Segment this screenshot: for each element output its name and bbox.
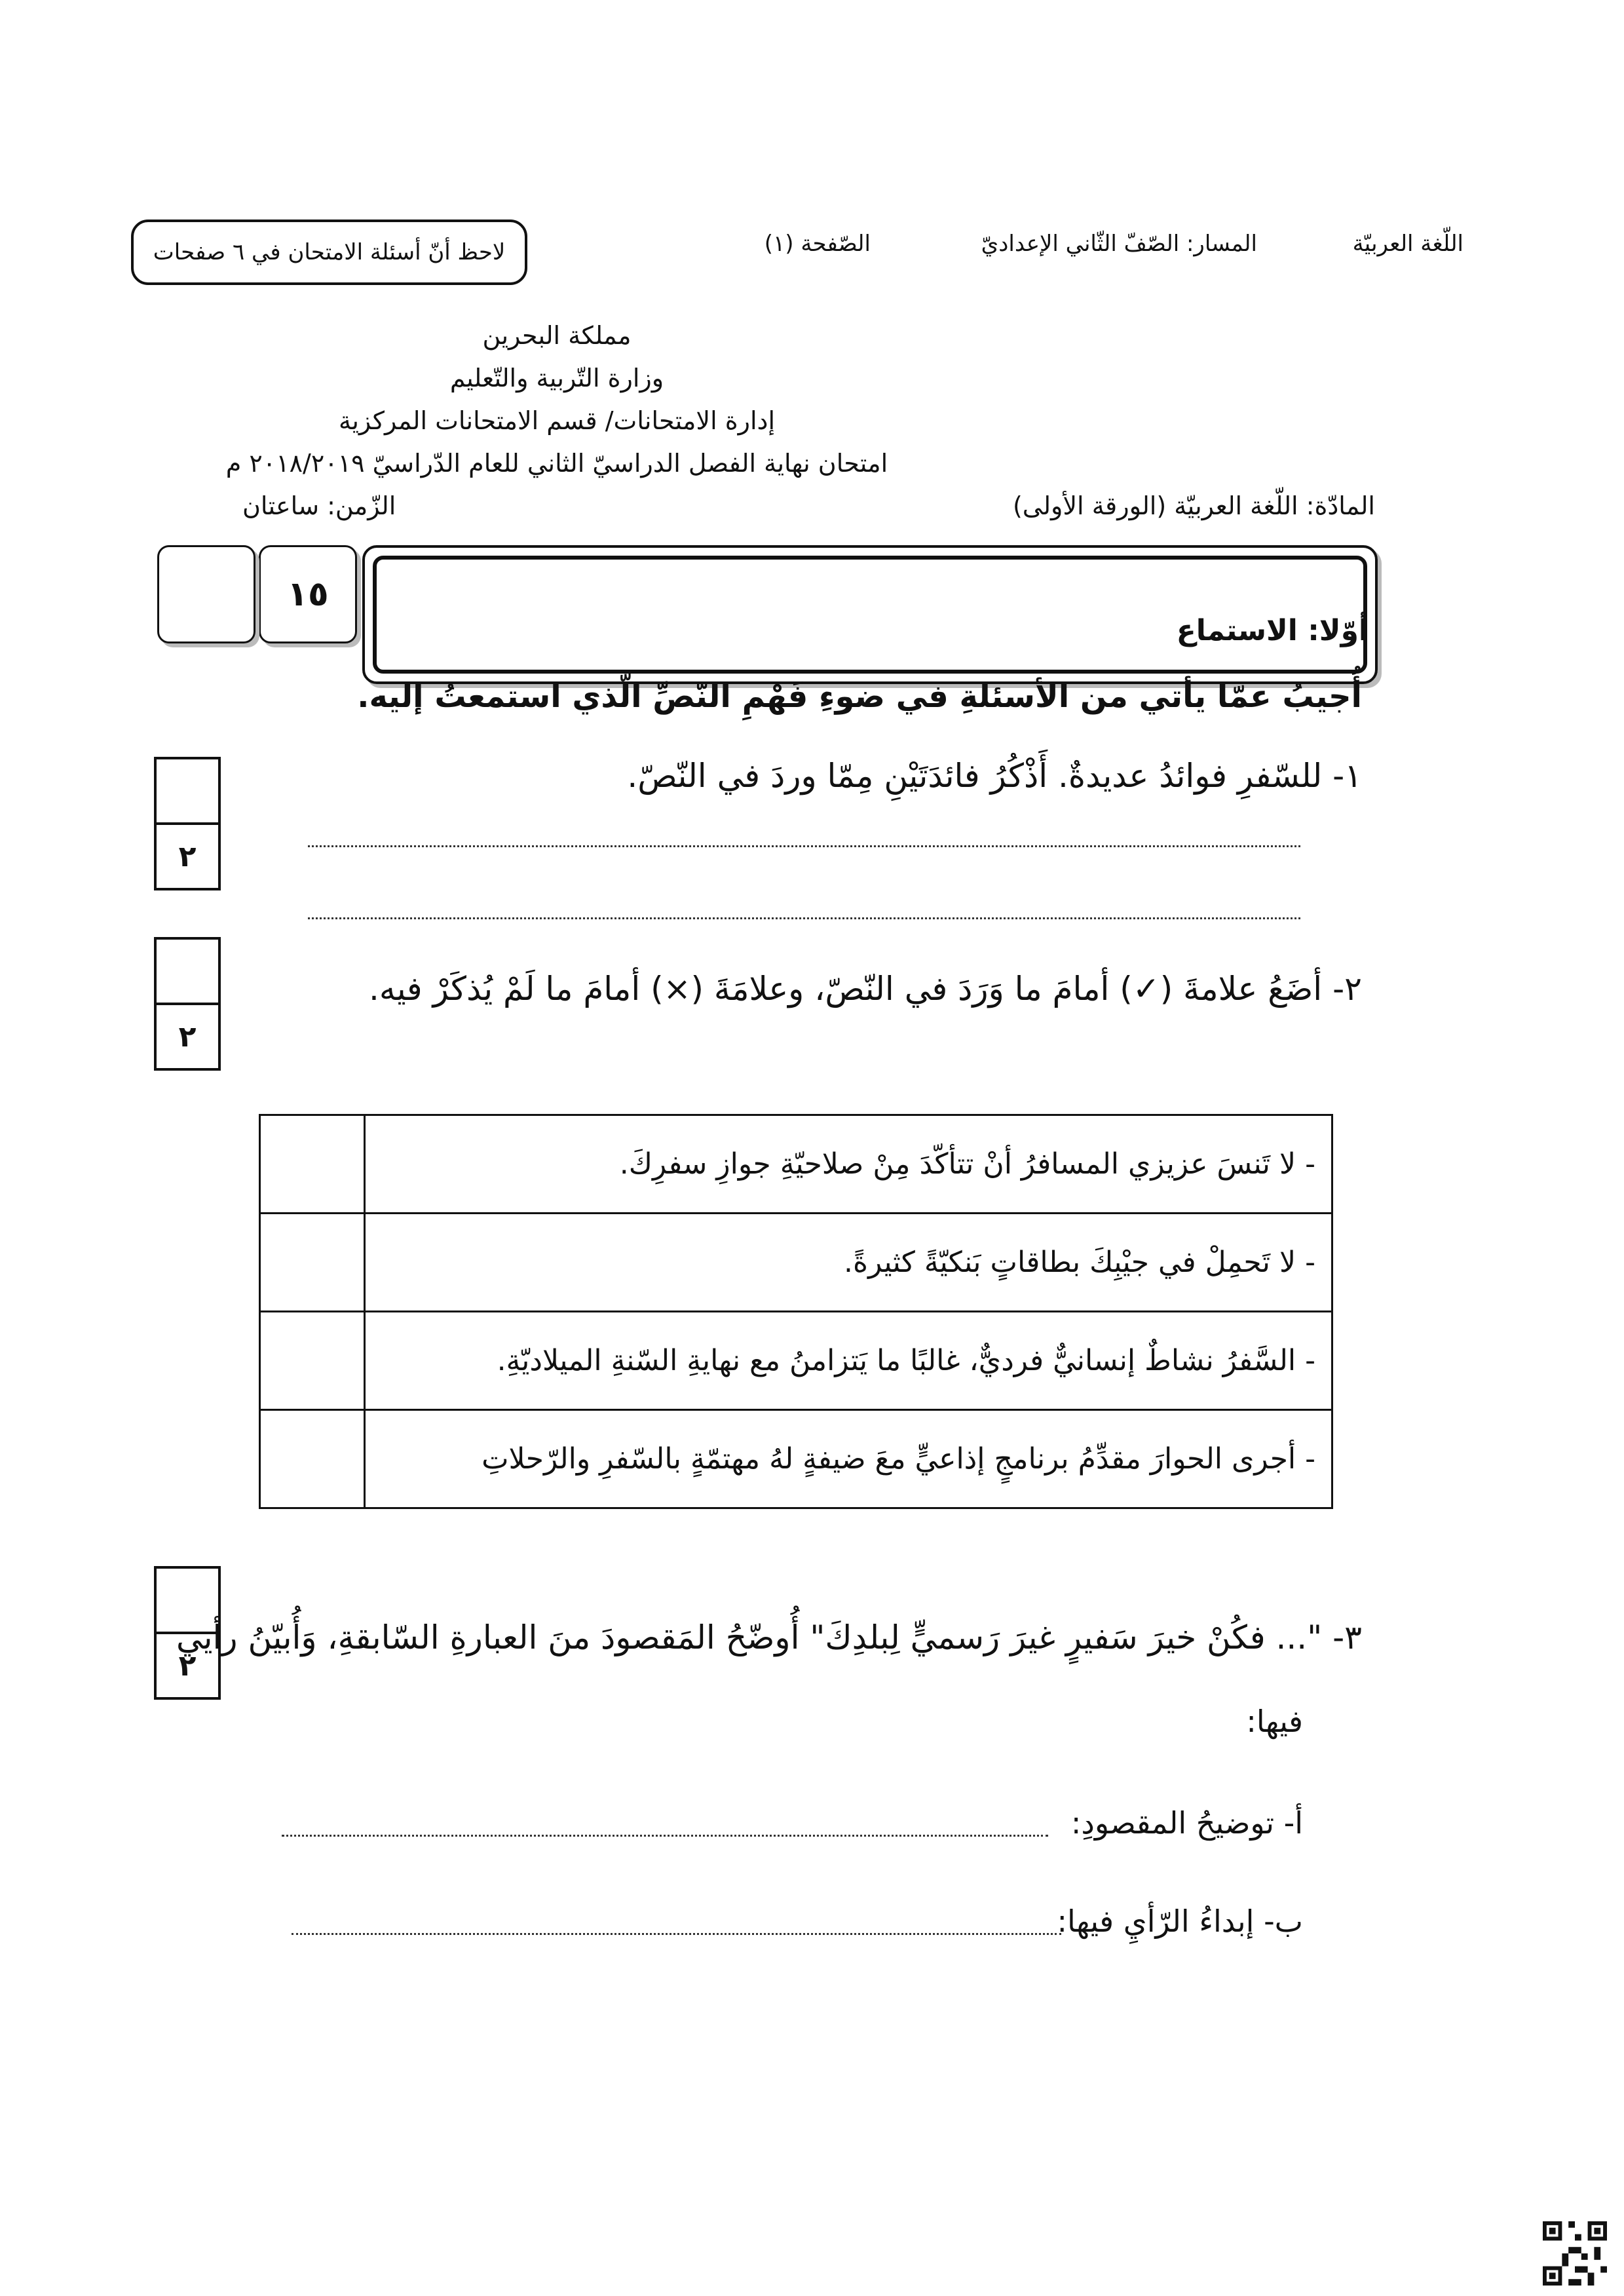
statement-text: - لا تَنسَ عزيزي المسافرُ أنْ تتأكّدَ مِنْ صلاحيّةِ جوازِ سفرِكَ.: [365, 1115, 1332, 1214]
answer-cell[interactable]: [260, 1115, 365, 1214]
part-b-label: ب- إبداءُ الرّأيِ فيها:: [1057, 1904, 1303, 1939]
question-2-mark: ٢: [178, 1020, 197, 1054]
statement-text: - لا تَحمِلْ في جيْبِكَ بطاقاتٍ بَنكيّةً كثيرةً.: [365, 1214, 1332, 1312]
country-title: مملكة البحرين: [482, 321, 632, 350]
section-title: أوّلا: الاستماع: [1176, 614, 1369, 647]
table-row: [260, 1410, 1332, 1508]
question-3-mark: ٢: [178, 1649, 197, 1683]
question-1-mark: ٢: [178, 839, 197, 873]
part-a-label: أ- توضيحُ المقصودِ:: [1070, 1805, 1303, 1841]
department-title: إدارة الامتحانات/ قسم الامتحانات المركزية: [338, 406, 776, 435]
answer-cell[interactable]: [260, 1214, 365, 1312]
time-line: الزّمن: ساعتان: [242, 491, 396, 520]
section-total-score: ١٥: [259, 545, 357, 643]
exam-title: امتحان نهاية الفصل الدراسيّ الثاني للعام الدّراسيّ ٢٠١٨/٢٠١٩ م: [225, 449, 888, 478]
question-2-mark-box: [154, 937, 221, 1071]
header-page-number: الصّفحة (١): [764, 231, 871, 257]
question-2: ٢- أضَعُ علامةَ (✓) أمامَ ما وَرَدَ في النّصّ، وعلامَةَ (×) أمامَ ما لَمْ يُذكَرْ فيه.: [369, 970, 1362, 1008]
notice-box: [131, 220, 527, 285]
answer-line[interactable]: [282, 1835, 1048, 1837]
answer-line[interactable]: [308, 845, 1300, 847]
qr-code-icon: [1543, 2221, 1607, 2286]
answer-line[interactable]: [292, 1933, 1061, 1935]
true-false-table: [259, 1114, 1333, 1509]
subject-line: المادّة: اللّغة العربيّة (الورقة الأولى): [1012, 491, 1375, 520]
question-1-mark-box: [154, 757, 221, 890]
question-3-continued: فيها:: [1246, 1704, 1303, 1739]
question-1: ١- للسّفرِ فوائدُ عديدةٌ. أَذْكُرُ فائدَتَيْنِ مِمّا وردَ في النّصّ.: [627, 757, 1362, 795]
answer-cell[interactable]: [260, 1312, 365, 1410]
table-row: [260, 1312, 1332, 1410]
table-row: [260, 1115, 1332, 1214]
statement-text: - أجرى الحوارَ مقدِّمُ برنامجٍ إذاعيٍّ معَ ضيفةٍ لهُ مهتمّةٍ بالسّفرِ والرّحلاتِ: [365, 1410, 1332, 1508]
answer-cell[interactable]: [260, 1410, 365, 1508]
table-row: [260, 1214, 1332, 1312]
question-3: ٣- "... فكُنْ خيرَ سَفيرٍ غيرَ رَسميٍّ لِبلدِكَ" أُوضّحُ المَقصودَ منَ العبارةِ السّابقةِ، وَأُبيّنُ رأيي: [176, 1618, 1362, 1656]
ministry-title: وزارة التّربية والتّعليم: [449, 364, 664, 392]
statement-text: - السَّفرُ نشاطٌ إنسانيٌّ فرديٌّ، غالبًا ما يَتزامنُ مع نهايةِ السّنةِ الميلاديّةِ.: [365, 1312, 1332, 1410]
section-score-blank: [157, 545, 255, 643]
notice-text: لاحظ أنّ أسئلة الامتحان في ٦ صفحات: [153, 239, 506, 265]
answer-line[interactable]: [308, 917, 1300, 919]
header-subject: اللّغة العربيّة: [1352, 231, 1463, 257]
instructions: أُجيبُ عمّا يأتي من الأسئلةِ في ضوءِ فَهْمِ النّصِّ الّذي استمعتُ إليه.: [357, 678, 1362, 715]
header-track: المسار: الصّفّ الثّاني الإعداديّ: [981, 231, 1257, 257]
